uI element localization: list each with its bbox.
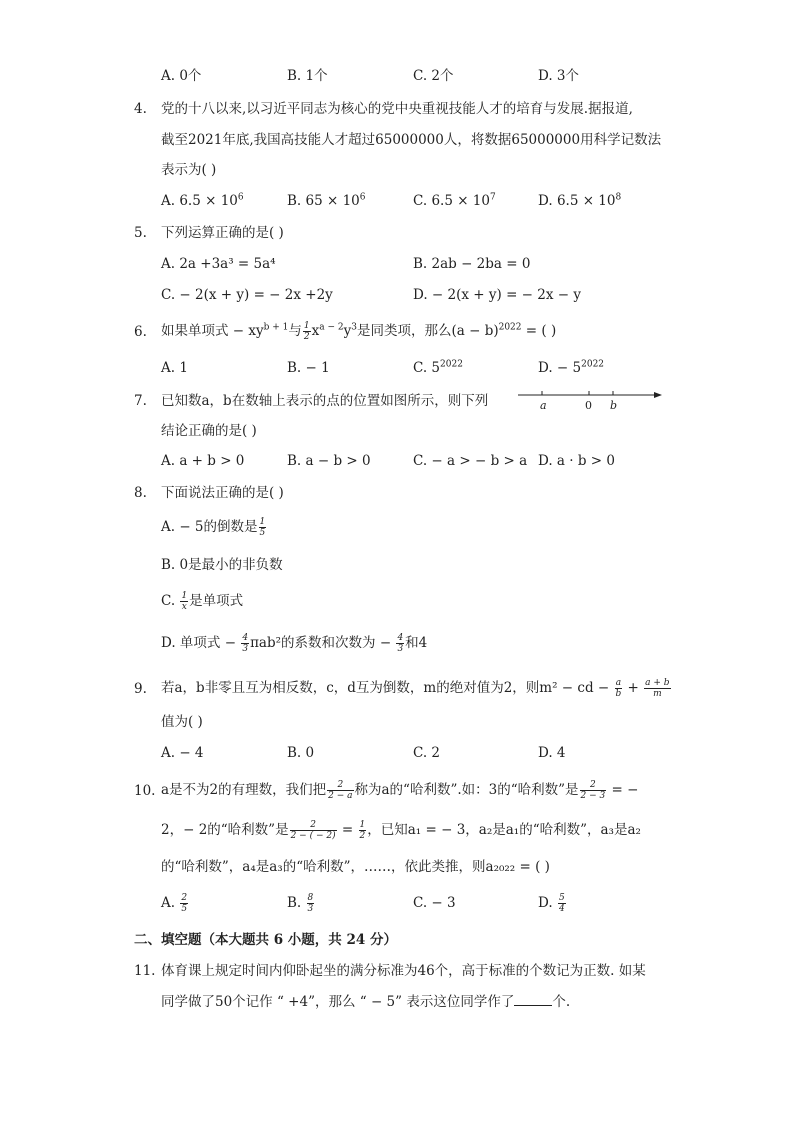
axis-label-a: a: [540, 399, 547, 412]
q10-line2: 2，− 2的“哈利数”是 $\frac{2}{2 - ( - 2)}$ = $\frac{1}{2}$ ，已知a₁ = − 3，a₂是a₁的“哈利数”，a₃是a₂: [161, 820, 641, 841]
q11-number: 11.: [134, 963, 156, 979]
q3-option-d: D. 3个: [538, 68, 580, 84]
section-heading-fill-in: 二、填空题（本大题共 6 小题，共 24 分）: [134, 932, 397, 948]
q7-option-d: D. a · b > 0: [538, 453, 615, 469]
q3-option-a: A. 0个: [161, 68, 202, 84]
q4-option-d: D. $6.5 \times 10^8$: [538, 192, 622, 209]
q8-option-c: C. $\frac{1}{x}$ 是单项式: [161, 591, 244, 612]
q7-option-c: C. − a > − b > a: [413, 453, 528, 469]
q4-option-a: A. $6.5 \times 10^6$: [161, 192, 244, 209]
q6-option-b: B. − 1: [287, 360, 330, 376]
q5-option-c: C. − 2(x + y) = − 2x +2y: [161, 287, 333, 303]
q9-option-b: B. 0: [287, 745, 315, 761]
q5-number: 5.: [134, 225, 147, 241]
q4-line3: 表示为( ): [161, 162, 217, 178]
q9-number: 9.: [134, 681, 147, 697]
number-line-arrow: [654, 392, 662, 398]
q10-option-d: D. $\frac{5}{4}$: [538, 893, 565, 914]
q9-option-d: D. 4: [538, 745, 566, 761]
q7-line2: 结论正确的是( ): [161, 423, 257, 439]
q7-number: 7.: [134, 393, 147, 409]
axis-label-zero: 0: [585, 399, 592, 412]
q6-option-d: D. − $5^{2022}$: [538, 359, 605, 376]
q6-stem: 如果单项式 − $xy^{b + 1}$与 $\frac{1}{2}$ $x^{a - 2}y^3$是同类项，那么$(a - b)^{2022}$ = ( ): [161, 321, 557, 342]
number-line-figure: [516, 387, 662, 413]
q10-option-a: A. $\frac{2}{5}$: [161, 893, 188, 914]
q3-option-c: C. 2个: [413, 68, 454, 84]
q8-stem: 下面说法正确的是( ): [161, 485, 284, 501]
q4-option-c: C. $6.5 \times 10^7$: [413, 192, 496, 209]
q8-option-b: B. 0是最小的非负数: [161, 557, 283, 573]
q4-option-b: B. $65 \times 10^6$: [287, 192, 366, 209]
q7-line1: 已知数a，b在数轴上表示的点的位置如图所示，则下列: [161, 393, 489, 409]
q6-option-a: A. 1: [161, 360, 188, 376]
q9-option-c: C. 2: [413, 745, 441, 761]
q6-number: 6.: [134, 324, 147, 340]
q9-option-a: A. − 4: [161, 745, 204, 761]
q7-option-a: A. a + b > 0: [161, 453, 245, 469]
answer-blank[interactable]: [514, 993, 552, 1006]
q10-line1: a是不为2的有理数，我们把 $\frac{2}{2 - a}$ 称为a的“哈利数”.如：3的“哈利数”是 $\frac{2}{2 - 3}$ = −: [161, 780, 639, 801]
q8-number: 8.: [134, 485, 147, 501]
q9-line1: 若a，b非零且互为相反数，c，d互为倒数，m的绝对值为2，则m² − cd − $\frac{a}{b}$ + $\frac{a + b}{m}$: [161, 678, 670, 699]
q5-option-a: A. 2a +3a³ = 5a⁴: [161, 256, 276, 272]
q8-option-d: D. 单项式 − $\frac{4}{3}$ πab²的系数和次数为 − $\frac{4}{3}$ 和4: [161, 633, 428, 654]
q11-line2: 同学做了50个记作 “ +4”，那么 “ − 5” 表示这位同学作了 个.: [161, 994, 571, 1010]
axis-label-b: b: [610, 399, 618, 412]
q10-option-b: B. $\frac{8}{3}$: [287, 893, 314, 914]
q5-option-d: D. − 2(x + y) = − 2x − y: [413, 287, 582, 303]
q9-line2: 值为( ): [161, 714, 203, 730]
q8-option-a: A. − 5的倒数是 $\frac{1}{5}$: [161, 517, 266, 538]
q10-option-c: C. − 3: [413, 895, 456, 911]
q11-line1: 体育课上规定时间内仰卧起坐的满分标准为46个，高于标准的个数记为正数. 如某: [161, 963, 646, 979]
q5-stem: 下列运算正确的是( ): [161, 225, 284, 241]
q4-line2: 截至2021年底,我国高技能人才超过65000000人，将数据65000000用科学记数法: [161, 132, 662, 148]
q6-option-c: C. $5^{2022}$: [413, 359, 463, 376]
q4-number: 4.: [134, 101, 147, 117]
q4-line1: 党的十八以来,以习近平同志为核心的党中央重视技能人才的培育与发展.据报道,: [161, 101, 633, 117]
q10-number: 10.: [134, 783, 156, 799]
q5-option-b: B. 2ab − 2ba = 0: [413, 256, 531, 272]
q7-option-b: B. a − b > 0: [287, 453, 371, 469]
q3-option-b: B. 1个: [287, 68, 328, 84]
q10-line3: 的“哈利数”，a₄是a₃的“哈利数”，……，依此类推，则a₂₀₂₂ = ( ): [161, 859, 550, 875]
